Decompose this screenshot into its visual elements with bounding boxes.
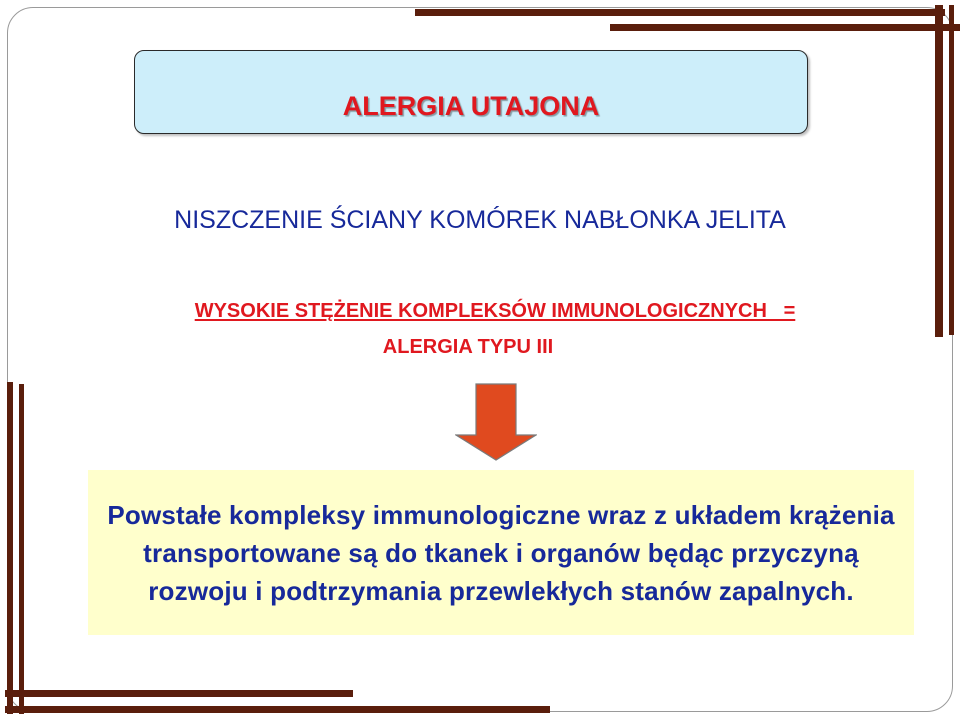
frame-bar-left-2 [19,384,24,714]
highlight-line-1: WYSOKIE STĘŻENIE KOMPLEKSÓW IMMUNOLOGICZNYCH = [194,300,796,322]
highlight-line-2-text: ALERGIA TYPU III [382,336,554,358]
slide-title: ALERGIA UTAJONA [342,90,600,121]
title-box [134,50,808,134]
arrow-down-icon [455,383,537,461]
frame-bar-bottom-1 [5,690,353,697]
frame-bar-top-1 [415,9,945,16]
frame-bar-bottom-2 [5,706,550,713]
frame-bar-top-2 [610,24,960,31]
frame-bar-right-1 [935,5,943,337]
highlight-line-2 [20,336,960,359]
frame-bar-right-2 [949,5,954,335]
note-box [88,470,914,635]
slide-subtitle: NISZCZENIE ŚCIANY KOMÓREK NABŁONKA JELITA [174,206,786,234]
note-text: Powstałe kompleksy immunologiczne wraz z układem krążenia transportowane są do tkanek i organów będąc przyczyną rozwoju i podtrzymania przewlekłych stanów zapalnych. [107,499,895,606]
frame-bar-left-1 [7,382,13,714]
